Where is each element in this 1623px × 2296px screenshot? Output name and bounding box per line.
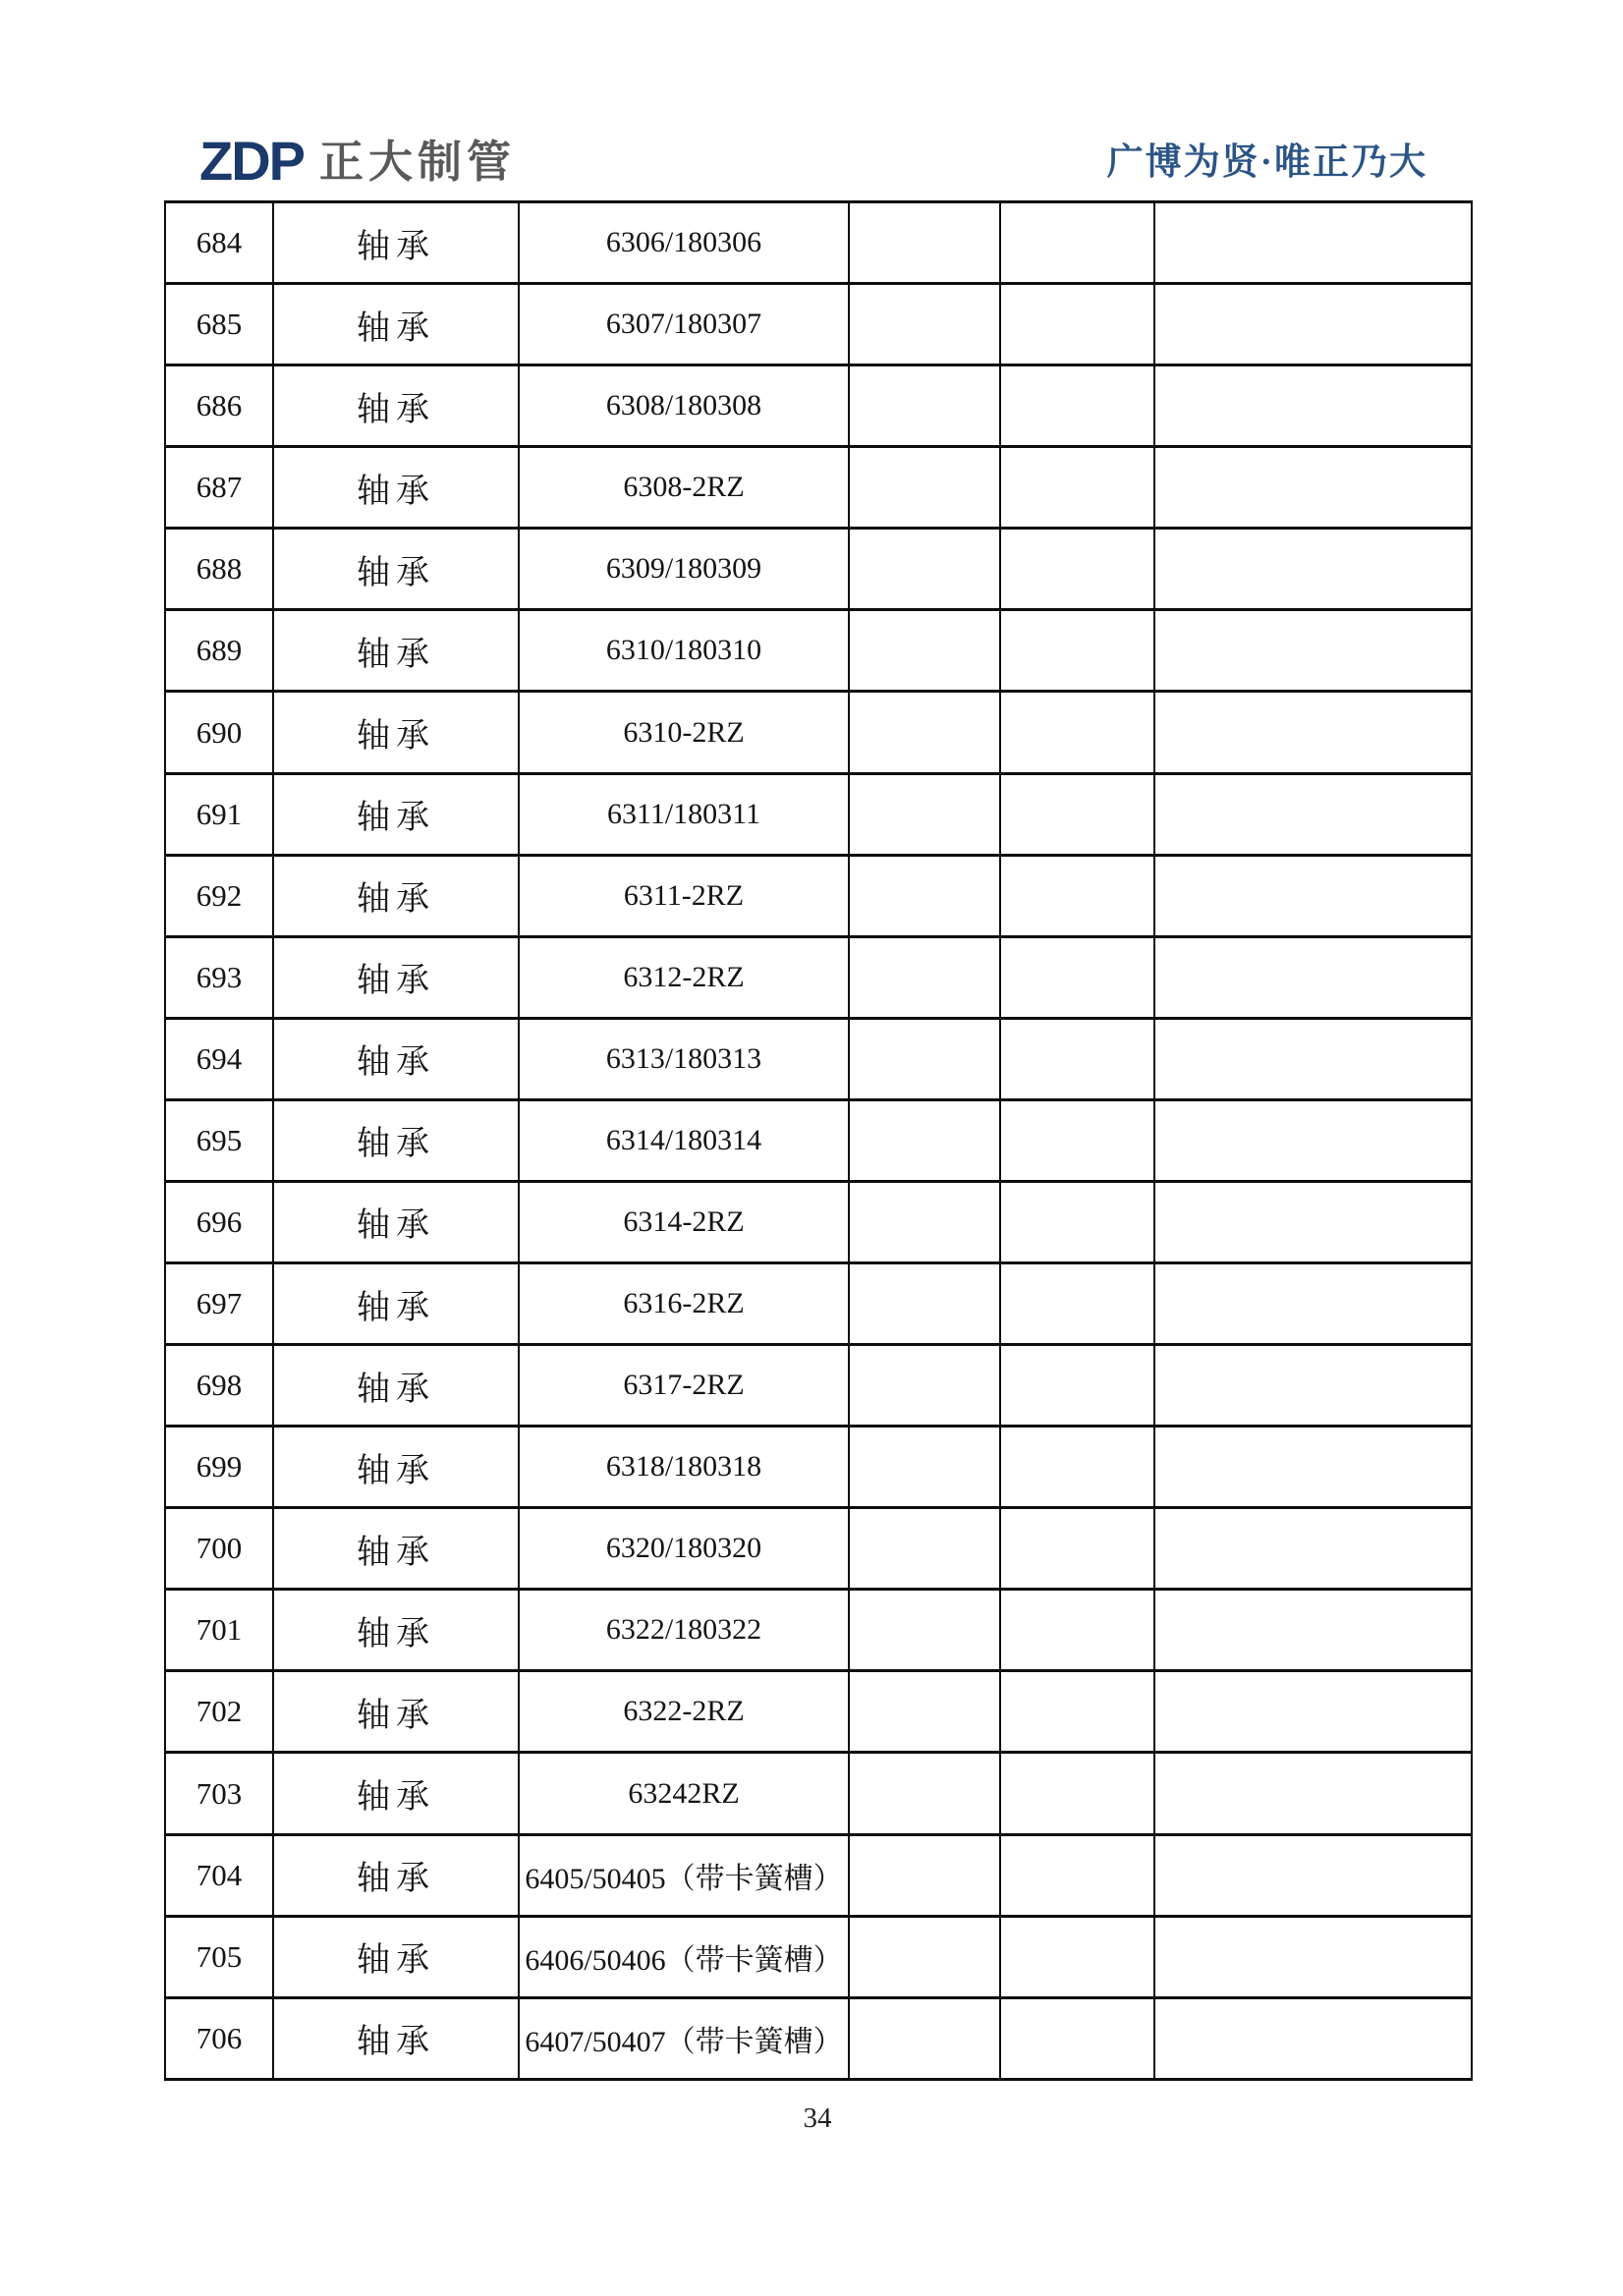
parts-table-container — [164, 200, 1471, 2081]
empty-cell-3 — [1154, 529, 1472, 610]
part-model-cell: 6311-2RZ — [519, 855, 849, 936]
empty-cell-3 — [1154, 1018, 1472, 1099]
part-model-cell: 6406/50406（带卡簧槽） — [519, 1916, 849, 1997]
empty-cell-2 — [1000, 202, 1154, 284]
empty-cell-2 — [1000, 1834, 1154, 1916]
row-number-cell: 690 — [165, 692, 273, 773]
part-model-cell: 6310-2RZ — [519, 692, 849, 773]
part-name-cell: 轴承 — [273, 1508, 519, 1590]
part-name-cell: 轴承 — [273, 1753, 519, 1834]
empty-cell-1 — [849, 610, 1000, 692]
empty-cell-3 — [1154, 1508, 1472, 1590]
part-model-cell: 6314/180314 — [519, 1099, 849, 1181]
empty-cell-2 — [1000, 1997, 1154, 2079]
table-row — [165, 1263, 1472, 1345]
part-model-cell: 6312-2RZ — [519, 936, 849, 1018]
empty-cell-2 — [1000, 284, 1154, 365]
empty-cell-2 — [1000, 936, 1154, 1018]
empty-cell-2 — [1000, 1099, 1154, 1181]
table-row — [165, 447, 1472, 529]
row-number-cell: 706 — [165, 1997, 273, 2079]
empty-cell-2 — [1000, 773, 1154, 855]
empty-cell-1 — [849, 1345, 1000, 1427]
table-row — [165, 1099, 1472, 1181]
empty-cell-2 — [1000, 610, 1154, 692]
empty-cell-1 — [849, 447, 1000, 529]
table-row — [165, 610, 1472, 692]
part-name-cell: 轴承 — [273, 1099, 519, 1181]
empty-cell-1 — [849, 1099, 1000, 1181]
row-number-cell: 697 — [165, 1263, 273, 1345]
company-slogan: 广博为贤·唯正乃大 — [1106, 142, 1427, 183]
part-model-cell: 6316-2RZ — [519, 1263, 849, 1345]
part-name-cell: 轴承 — [273, 447, 519, 529]
empty-cell-2 — [1000, 1753, 1154, 1834]
empty-cell-2 — [1000, 1263, 1154, 1345]
empty-cell-3 — [1154, 1181, 1472, 1262]
table-row — [165, 1671, 1472, 1753]
empty-cell-3 — [1154, 1753, 1472, 1834]
empty-cell-2 — [1000, 1018, 1154, 1099]
row-number-cell: 693 — [165, 936, 273, 1018]
part-model-cell: 6322/180322 — [519, 1590, 849, 1671]
part-name-cell: 轴承 — [273, 1834, 519, 1916]
empty-cell-1 — [849, 855, 1000, 936]
part-name-cell: 轴承 — [273, 1018, 519, 1099]
row-number-cell: 689 — [165, 610, 273, 692]
parts-table-body — [165, 202, 1472, 2080]
part-model-cell: 6407/50407（带卡簧槽） — [519, 1997, 849, 2079]
empty-cell-2 — [1000, 365, 1154, 447]
part-model-cell: 6317-2RZ — [519, 1345, 849, 1427]
row-number-cell: 699 — [165, 1427, 273, 1508]
row-number-cell: 698 — [165, 1345, 273, 1427]
row-number-cell: 687 — [165, 447, 273, 529]
table-row — [165, 529, 1472, 610]
part-model-cell: 6308/180308 — [519, 365, 849, 447]
part-model-cell: 6306/180306 — [519, 202, 849, 284]
part-model-cell: 63242RZ — [519, 1753, 849, 1834]
part-model-cell: 6405/50405（带卡簧槽） — [519, 1834, 849, 1916]
empty-cell-3 — [1154, 1345, 1472, 1427]
part-model-cell: 6307/180307 — [519, 284, 849, 365]
empty-cell-1 — [849, 529, 1000, 610]
part-name-cell: 轴承 — [273, 1590, 519, 1671]
empty-cell-2 — [1000, 1590, 1154, 1671]
empty-cell-1 — [849, 1753, 1000, 1834]
part-name-cell: 轴承 — [273, 1997, 519, 2079]
table-row — [165, 1916, 1472, 1997]
empty-cell-1 — [849, 365, 1000, 447]
part-name-cell: 轴承 — [273, 284, 519, 365]
empty-cell-1 — [849, 1508, 1000, 1590]
part-name-cell: 轴承 — [273, 1427, 519, 1508]
empty-cell-1 — [849, 1427, 1000, 1508]
empty-cell-3 — [1154, 610, 1472, 692]
empty-cell-3 — [1154, 936, 1472, 1018]
part-name-cell: 轴承 — [273, 1263, 519, 1345]
empty-cell-3 — [1154, 1834, 1472, 1916]
row-number-cell: 704 — [165, 1834, 273, 1916]
row-number-cell: 688 — [165, 529, 273, 610]
row-number-cell: 691 — [165, 773, 273, 855]
empty-cell-2 — [1000, 692, 1154, 773]
empty-cell-1 — [849, 284, 1000, 365]
table-row — [165, 1181, 1472, 1262]
table-row — [165, 284, 1472, 365]
part-name-cell: 轴承 — [273, 529, 519, 610]
company-logo — [199, 130, 517, 192]
empty-cell-2 — [1000, 1181, 1154, 1262]
part-model-cell: 6320/180320 — [519, 1508, 849, 1590]
empty-cell-3 — [1154, 1916, 1472, 1997]
page-number: 34 — [803, 2102, 832, 2134]
row-number-cell: 686 — [165, 365, 273, 447]
empty-cell-1 — [849, 1997, 1000, 2079]
row-number-cell: 685 — [165, 284, 273, 365]
empty-cell-1 — [849, 773, 1000, 855]
row-number-cell: 705 — [165, 1916, 273, 1997]
table-row — [165, 1834, 1472, 1916]
row-number-cell: 692 — [165, 855, 273, 936]
row-number-cell: 695 — [165, 1099, 273, 1181]
empty-cell-1 — [849, 692, 1000, 773]
empty-cell-1 — [849, 202, 1000, 284]
row-number-cell: 703 — [165, 1753, 273, 1834]
empty-cell-3 — [1154, 855, 1472, 936]
zdp-logo-mark: ZDP — [199, 130, 304, 192]
empty-cell-3 — [1154, 1427, 1472, 1508]
table-row — [165, 1753, 1472, 1834]
empty-cell-3 — [1154, 1590, 1472, 1671]
part-name-cell: 轴承 — [273, 1181, 519, 1262]
empty-cell-3 — [1154, 284, 1472, 365]
row-number-cell: 702 — [165, 1671, 273, 1753]
empty-cell-1 — [849, 1181, 1000, 1262]
empty-cell-3 — [1154, 1263, 1472, 1345]
empty-cell-3 — [1154, 202, 1472, 284]
table-row — [165, 1997, 1472, 2079]
empty-cell-1 — [849, 936, 1000, 1018]
table-row — [165, 202, 1472, 284]
part-name-cell: 轴承 — [273, 936, 519, 1018]
empty-cell-2 — [1000, 1671, 1154, 1753]
table-row — [165, 1427, 1472, 1508]
empty-cell-3 — [1154, 1099, 1472, 1181]
empty-cell-1 — [849, 1018, 1000, 1099]
table-row — [165, 773, 1472, 855]
row-number-cell: 694 — [165, 1018, 273, 1099]
empty-cell-2 — [1000, 447, 1154, 529]
part-name-cell: 轴承 — [273, 1671, 519, 1753]
part-name-cell: 轴承 — [273, 692, 519, 773]
row-number-cell: 696 — [165, 1181, 273, 1262]
part-model-cell: 6318/180318 — [519, 1427, 849, 1508]
part-model-cell: 6322-2RZ — [519, 1671, 849, 1753]
empty-cell-1 — [849, 1590, 1000, 1671]
empty-cell-3 — [1154, 1997, 1472, 2079]
part-name-cell: 轴承 — [273, 773, 519, 855]
empty-cell-3 — [1154, 1671, 1472, 1753]
empty-cell-1 — [849, 1263, 1000, 1345]
row-number-cell: 684 — [165, 202, 273, 284]
row-number-cell: 701 — [165, 1590, 273, 1671]
table-row — [165, 365, 1472, 447]
empty-cell-2 — [1000, 1345, 1154, 1427]
part-model-cell: 6313/180313 — [519, 1018, 849, 1099]
empty-cell-2 — [1000, 529, 1154, 610]
row-number-cell: 700 — [165, 1508, 273, 1590]
part-name-cell: 轴承 — [273, 1916, 519, 1997]
part-name-cell: 轴承 — [273, 610, 519, 692]
empty-cell-3 — [1154, 447, 1472, 529]
table-row — [165, 1345, 1472, 1427]
empty-cell-2 — [1000, 1916, 1154, 1997]
table-row — [165, 1508, 1472, 1590]
part-model-cell: 6314-2RZ — [519, 1181, 849, 1262]
part-model-cell: 6308-2RZ — [519, 447, 849, 529]
empty-cell-1 — [849, 1916, 1000, 1997]
part-name-cell: 轴承 — [273, 202, 519, 284]
empty-cell-2 — [1000, 855, 1154, 936]
part-name-cell: 轴承 — [273, 365, 519, 447]
table-row — [165, 1018, 1472, 1099]
table-row — [165, 936, 1472, 1018]
part-model-cell: 6310/180310 — [519, 610, 849, 692]
part-model-cell: 6309/180309 — [519, 529, 849, 610]
table-row — [165, 855, 1472, 936]
empty-cell-3 — [1154, 692, 1472, 773]
part-name-cell: 轴承 — [273, 855, 519, 936]
part-name-cell: 轴承 — [273, 1345, 519, 1427]
parts-table — [164, 200, 1473, 2081]
empty-cell-2 — [1000, 1427, 1154, 1508]
empty-cell-3 — [1154, 773, 1472, 855]
part-model-cell: 6311/180311 — [519, 773, 849, 855]
company-name: 正大制管 — [319, 136, 517, 187]
table-row — [165, 692, 1472, 773]
empty-cell-1 — [849, 1671, 1000, 1753]
table-row — [165, 1590, 1472, 1671]
empty-cell-3 — [1154, 365, 1472, 447]
empty-cell-1 — [849, 1834, 1000, 1916]
empty-cell-2 — [1000, 1508, 1154, 1590]
